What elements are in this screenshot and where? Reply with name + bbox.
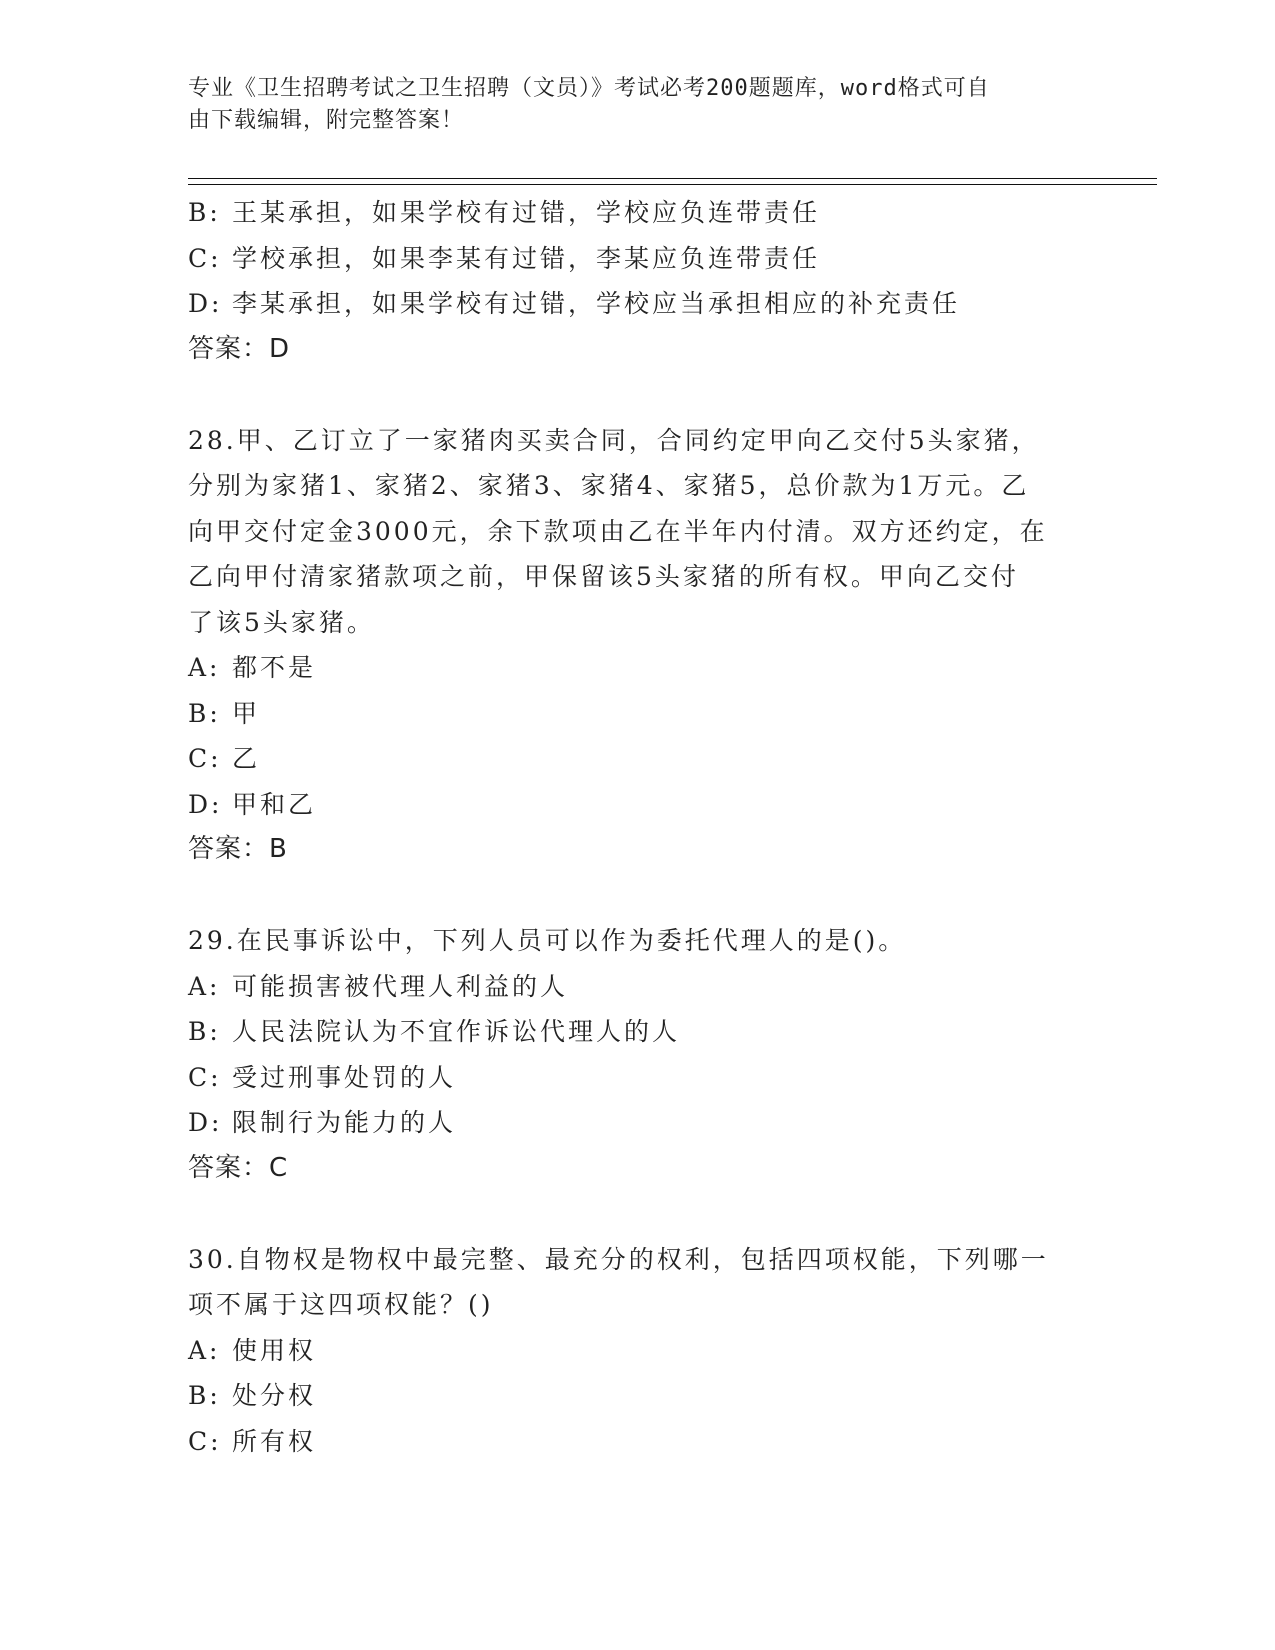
option-text: 甲: [232, 698, 261, 728]
question-stem-line: 项不属于这四项权能？(): [188, 1290, 494, 1319]
option-b: [188, 190, 1088, 236]
option-key: C:: [188, 243, 222, 273]
header-divider-top: [188, 178, 1157, 179]
option-text: 处分权: [232, 1381, 317, 1410]
option-text: 学校承担，如果李某有过错，李某应负连带责任: [232, 243, 821, 273]
question-stem-line: 29.在民事诉讼中，下列人员可以作为委托代理人的是()。: [188, 926, 907, 955]
option-text: 限制行为能力的人: [232, 1108, 457, 1137]
option-key: B:: [188, 698, 221, 728]
option-key: A:: [188, 971, 221, 1001]
answer-line: 答案：D: [188, 333, 291, 364]
question-spacer: [188, 1191, 1088, 1237]
header-title-line-1: 专业《卫生招聘考试之卫生招聘（文员）》考试必考200题题库，word格式可自: [188, 76, 990, 101]
option-text: 李某承担，如果学校有过错，学校应当承担相应的补充责任: [232, 289, 961, 318]
question-stem-line: 分别为家猪1、家猪2、家猪3、家猪4、家猪5，总价款为1万元。乙: [188, 471, 1030, 500]
question-28: [188, 418, 1088, 873]
option-text: 使用权: [232, 1335, 317, 1365]
option-b: [188, 691, 1088, 737]
header-divider-bottom: [188, 184, 1157, 185]
question-stem-line: 向甲交付定金3000元，余下款项由乙在半年内付清。双方还约定，在: [188, 516, 1048, 546]
question-30: [188, 1237, 1088, 1465]
option-d: [188, 782, 1088, 828]
option-key: B:: [188, 1381, 221, 1410]
question-29: [188, 918, 1088, 1191]
question-list: [188, 190, 1088, 1464]
option-key: D:: [188, 1108, 223, 1137]
option-b: [188, 1009, 1088, 1055]
option-text: 王某承担，如果学校有过错，学校应负连带责任: [232, 198, 821, 227]
answer-line: 答案：C: [188, 1152, 289, 1183]
option-a: [188, 1328, 1088, 1374]
option-a: [188, 964, 1088, 1010]
option-text: 都不是: [232, 653, 317, 682]
option-text: 甲和乙: [232, 789, 317, 819]
question-stem-line: 28.甲、乙订立了一家猪肉买卖合同，合同约定甲向乙交付5头家猪，: [188, 425, 1040, 455]
option-key: D:: [188, 289, 223, 318]
question-stem-line: 30.自物权是物权中最完整、最充分的权利，包括四项权能，下列哪一: [188, 1244, 1049, 1274]
answer-line: 答案：B: [188, 834, 288, 864]
option-key: B:: [188, 1017, 221, 1046]
option-key: A:: [188, 1335, 221, 1365]
option-text: 可能损害被代理人利益的人: [232, 971, 569, 1001]
option-a: [188, 645, 1088, 691]
option-text: 受过刑事处罚的人: [232, 1062, 457, 1092]
option-key: B:: [188, 198, 221, 227]
question-stem-line: 了该5头家猪。: [188, 607, 375, 637]
option-key: A:: [188, 653, 221, 682]
option-d: [188, 281, 1088, 327]
option-key: C:: [188, 744, 222, 773]
option-c: [188, 236, 1088, 282]
option-text: 乙: [232, 744, 261, 773]
option-b: [188, 1373, 1088, 1419]
document-header: [188, 73, 1068, 137]
question-spacer: [188, 873, 1088, 919]
option-text: 所有权: [232, 1426, 317, 1456]
option-text: 人民法院认为不宜作诉讼代理人的人: [232, 1017, 681, 1046]
option-c: [188, 1419, 1088, 1465]
option-key: D:: [188, 789, 223, 819]
option-key: C:: [188, 1426, 222, 1456]
option-c: [188, 736, 1088, 782]
question-spacer: [188, 372, 1088, 418]
option-c: [188, 1055, 1088, 1101]
option-d: [188, 1100, 1088, 1146]
header-title-line-2: 由下载编辑，附完整答案！: [188, 108, 465, 133]
option-key: C:: [188, 1062, 222, 1092]
question-27-continued: [188, 190, 1088, 372]
question-stem-line: 乙向甲付清家猪款项之前，甲保留该5头家猪的所有权。甲向乙交付: [188, 562, 1019, 591]
